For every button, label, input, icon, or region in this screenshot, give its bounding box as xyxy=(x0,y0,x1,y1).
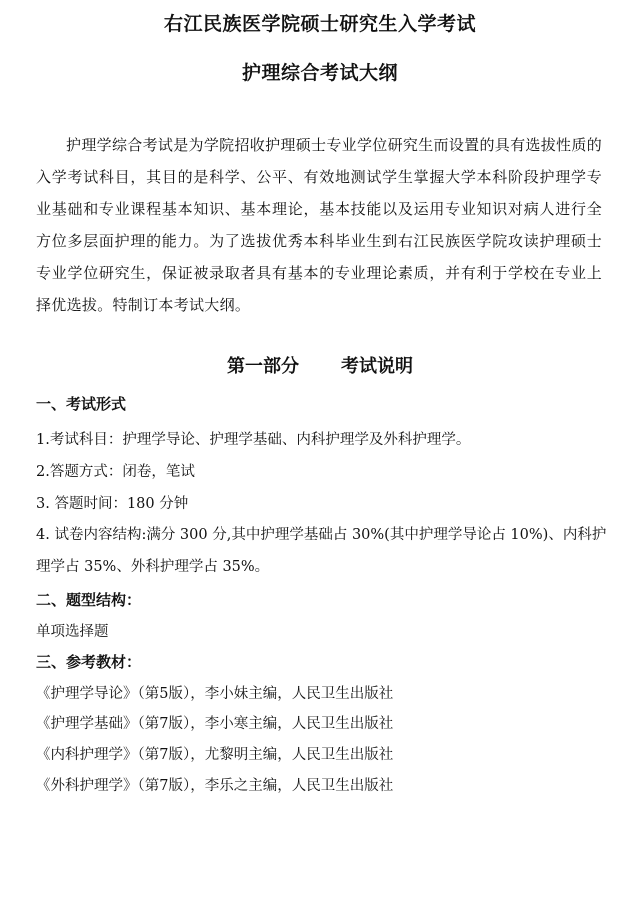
part-title: 考试说明 xyxy=(341,356,413,377)
exam-format-item: 2.答题方式：闭卷，笔试 xyxy=(36,464,195,480)
textbook-item: 《内科护理学》（第7版），尤黎明主编，人民卫生出版社 xyxy=(36,747,394,763)
section-heading-textbooks: 三、参考教材： xyxy=(36,653,142,671)
textbook-item: 《外科护理学》（第7版），李乐之主编，人民卫生出版社 xyxy=(36,778,394,794)
textbook-item: 《护理学基础》（第7版），李小寒主编，人民卫生出版社 xyxy=(36,716,394,732)
exam-format-item: 4. 试卷内容结构:满分 300 分,其中护理学基础占 30%(其中护理学导论占 10%)、内科护理学占 35%、外科护理学占 35%。 xyxy=(36,527,607,575)
document-title: 右江民族医学院硕士研究生入学考试 xyxy=(163,13,476,35)
intro-paragraph: 护理学综合考试是为学院招收护理硕士专业学位研究生而设置的具有选拔性质的入学考试科目，其目的是科学、公平、有效地测试学生掌握大学本科阶段护理学专业基础和专业课程基本知识、基本理论，基本技能以及运用专业知识对病人进行全方位多层面护理的能力。为了选拔优秀本科毕业生到右江民族医学院攻读护理硕士专业学位研究生，保证被录取者具有基本的专业理论素质，并有利于学校在专业上择优选拔。特制订本考试大纲。 xyxy=(36,136,602,314)
section-heading-question-types: 二、题型结构： xyxy=(36,591,142,609)
textbook-item: 《护理学导论》（第5版），李小妹主编，人民卫生出版社 xyxy=(36,686,394,702)
exam-format-item: 3. 答题时间：180 分钟 xyxy=(36,496,189,512)
section-heading-exam-format: 一、考试形式 xyxy=(36,395,127,413)
part-heading xyxy=(0,352,640,378)
question-type-text: 单项选择题 xyxy=(36,624,109,640)
exam-format-item: 1.考试科目：护理学导论、护理学基础、内科护理学及外科护理学。 xyxy=(36,432,471,448)
document-subtitle: 护理综合考试大纲 xyxy=(241,62,398,84)
part-label: 第一部分 xyxy=(227,356,299,377)
